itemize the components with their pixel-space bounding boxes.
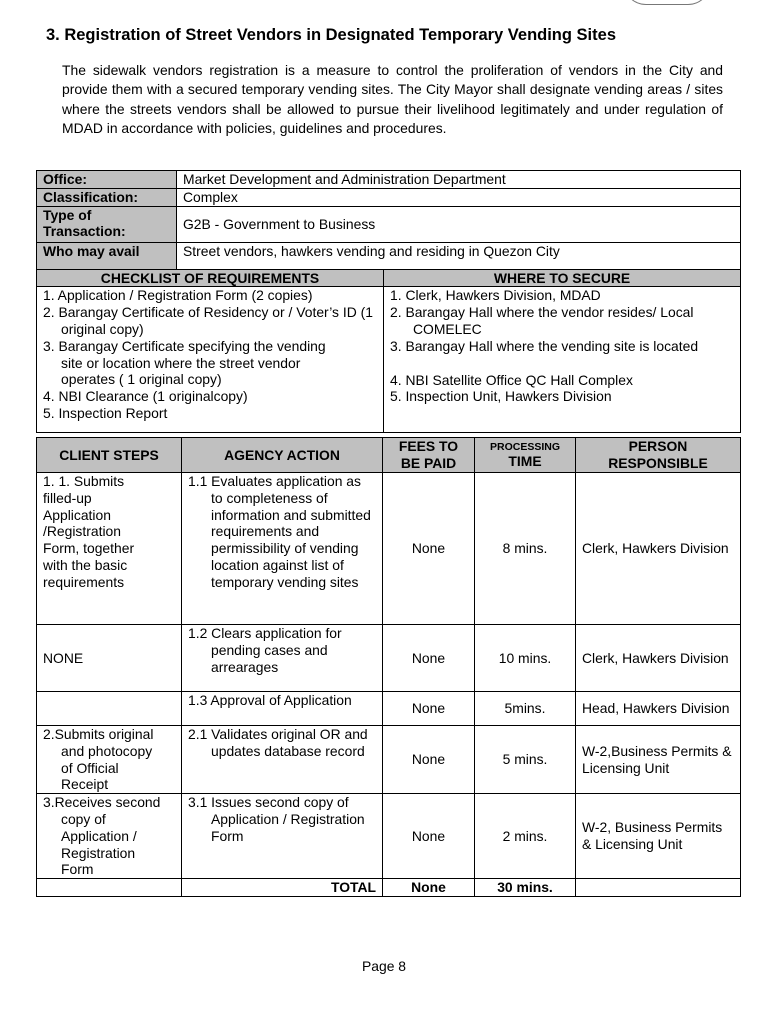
city-seal-icon xyxy=(623,0,711,5)
client-step xyxy=(37,473,182,625)
avail-label: Who may avail xyxy=(37,242,177,269)
person-cell: W-2, Business Permits & Licensing Unit xyxy=(576,794,741,879)
total-row xyxy=(37,879,741,897)
client-step xyxy=(37,726,182,794)
steps-table xyxy=(36,437,741,897)
agency-action xyxy=(182,473,383,625)
client-step-text: 2.Submits original and photocopy of Official Receipt xyxy=(43,726,154,793)
total-label: TOTAL xyxy=(182,879,383,897)
person-header: PERSON RESPONSIBLE xyxy=(576,438,741,473)
processing-label: PROCESSING xyxy=(489,440,560,453)
requirement-item: 3. Barangay Certificate specifying the vending site or location where the street vendor operates ( 1 original copy) xyxy=(43,337,326,388)
requirement-item: 4. NBI Clearance (1 originalcopy) xyxy=(43,388,248,405)
type-label: Type of Transaction: xyxy=(37,206,177,242)
table-row xyxy=(37,473,741,625)
section-heading: 3. Registration of Street Vendors in Designated Temporary Vending Sites xyxy=(46,26,616,44)
agency-action xyxy=(182,794,383,879)
table-row xyxy=(37,692,741,726)
classification-value: Complex xyxy=(177,188,741,206)
client-steps-header: CLIENT STEPS xyxy=(37,438,182,473)
client-step xyxy=(37,692,182,726)
requirement-item: 2. Barangay Certificate of Residency or / Voter’s ID (1 original copy) xyxy=(43,304,373,337)
total-person-cell xyxy=(576,879,741,897)
agency-action-header: AGENCY ACTION xyxy=(182,438,383,473)
where-item: 4. NBI Satellite Office QC Hall Complex xyxy=(390,371,633,388)
time-cell: 8 mins. xyxy=(475,473,576,625)
agency-action xyxy=(182,726,383,794)
checklist-cell xyxy=(37,287,384,433)
time-label: TIME xyxy=(508,452,542,469)
where-item: 1. Clerk, Hawkers Division, MDAD xyxy=(390,287,601,304)
table-row xyxy=(37,726,741,794)
time-cell: 5mins. xyxy=(475,692,576,726)
person-cell: Clerk, Hawkers Division xyxy=(576,625,741,692)
agency-action xyxy=(182,625,383,692)
avail-value: Street vendors, hawkers vending and residing in Quezon City xyxy=(177,242,741,269)
type-value: G2B - Government to Business xyxy=(177,206,741,242)
table-row xyxy=(37,794,741,879)
classification-label: Classification: xyxy=(37,188,177,206)
total-time: 30 mins. xyxy=(475,879,576,897)
client-step: NONE xyxy=(37,625,182,692)
person-cell: W-2,Business Permits & Licensing Unit xyxy=(576,726,741,794)
time-cell: 5 mins. xyxy=(475,726,576,794)
where-item: 2. Barangay Hall where the vendor resides/ Local COMELEC xyxy=(390,304,694,337)
where-item: 3. Barangay Hall where the vending site is located xyxy=(390,337,699,354)
person-cell: Clerk, Hawkers Division xyxy=(576,473,741,625)
agency-action-text: 1.3 Approval of Application xyxy=(188,692,352,708)
person-cell: Head, Hawkers Division xyxy=(576,692,741,726)
where-item: 5. Inspection Unit, Hawkers Division xyxy=(390,388,612,405)
page-number: Page 8 xyxy=(361,958,407,974)
fee-cell: None xyxy=(383,473,475,625)
where-cell xyxy=(384,287,741,433)
time-cell: 10 mins. xyxy=(475,625,576,692)
fee-cell: None xyxy=(383,692,475,726)
client-step-text: 1. 1. Submits filled-up Application /Registration Form, together with the basic requirements xyxy=(43,473,135,590)
where-header: WHERE TO SECURE xyxy=(384,269,741,287)
agency-action-text: 1.1 Evaluates application as to completeness of information and submitted requirements and permissibility of vending location against list of temporary vending sites xyxy=(188,473,371,590)
office-value: Market Development and Administration Department xyxy=(177,171,741,189)
table-row xyxy=(37,625,741,692)
processing-time-header xyxy=(475,438,576,473)
section-intro: The sidewalk vendors registration is a measure to control the proliferation of vendors in the City and provide them with a secured temporary vending sites. The City Mayor shall designate vending areas / sites where the streets vendors shall be allowed to pursue their livelihood legitimately and under regulation of MDAD in accordance with policies, guidelines and procedures. xyxy=(62,62,723,136)
checklist-header: CHECKLIST OF REQUIREMENTS xyxy=(37,269,384,287)
requirement-item: 5. Inspection Report xyxy=(43,404,168,421)
requirement-item: 1. Application / Registration Form (2 copies) xyxy=(43,287,313,304)
agency-action-text: 2.1 Validates original OR and updates database record xyxy=(188,726,368,759)
fees-header: FEES TO BE PAID xyxy=(383,438,475,473)
total-empty-cell xyxy=(37,879,182,897)
agency-action-text: 3.1 Issues second copy of Application / Registration Form xyxy=(188,794,365,844)
agency-action-text: 1.2 Clears application for pending cases and arrearages xyxy=(188,625,342,675)
fee-cell: None xyxy=(383,726,475,794)
total-fee: None xyxy=(383,879,475,897)
fee-cell: None xyxy=(383,794,475,879)
time-cell: 2 mins. xyxy=(475,794,576,879)
info-table xyxy=(36,170,741,433)
agency-action xyxy=(182,692,383,726)
client-step xyxy=(37,794,182,879)
client-step-text: 3.Receives second copy of Application / Registration Form xyxy=(43,794,161,878)
office-label: Office: xyxy=(37,171,177,189)
fee-cell: None xyxy=(383,625,475,692)
